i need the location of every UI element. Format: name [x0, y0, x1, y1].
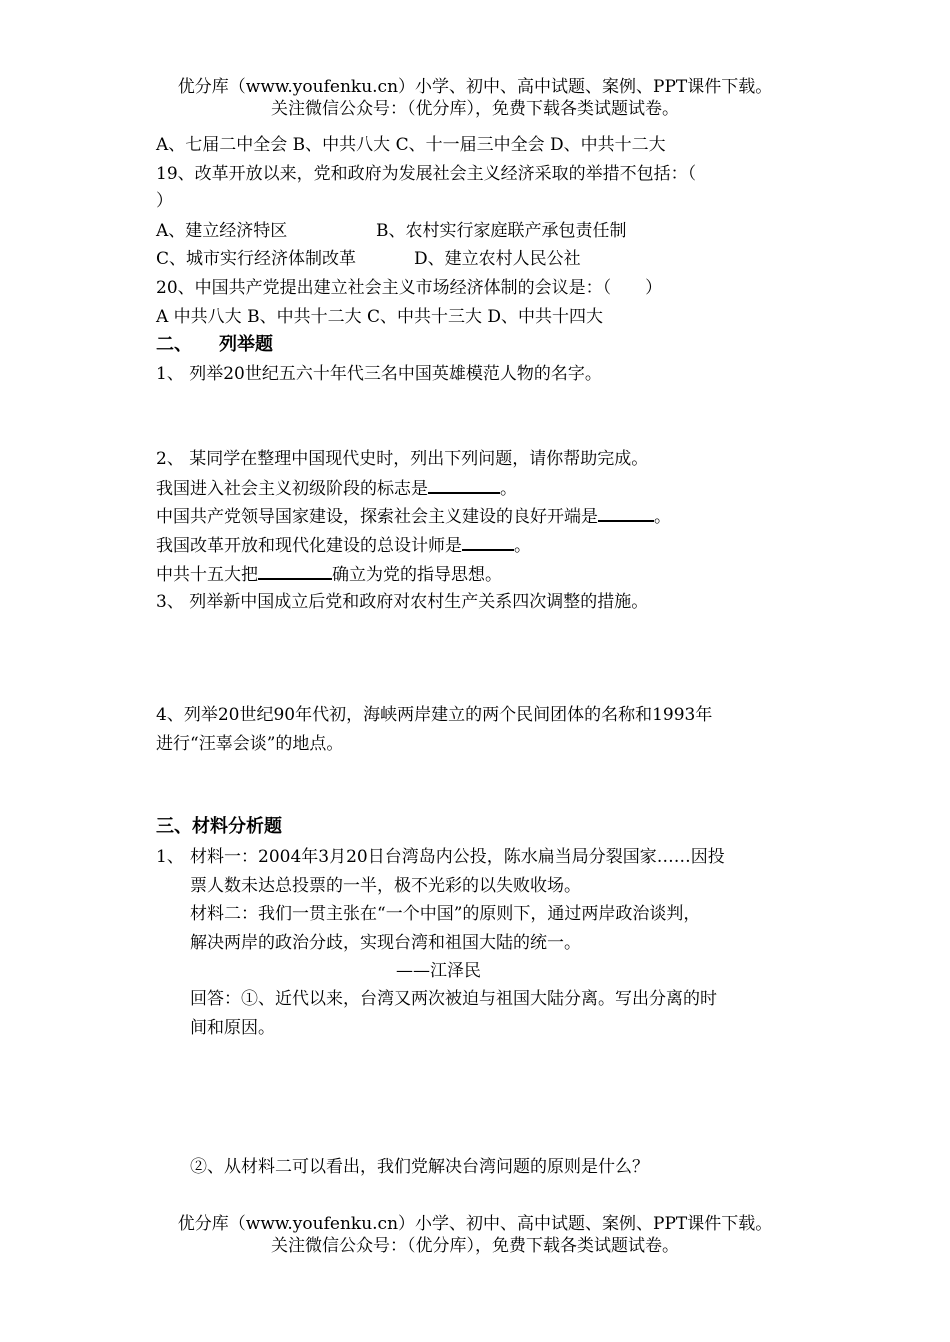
answer-blank[interactable]	[462, 533, 514, 551]
answer-1-line-1: 回答：①、近代以来，台湾又两次被迫与祖国大陆分离。写出分离的时	[190, 989, 717, 1009]
s2-q2-a-end: 。	[500, 479, 517, 499]
s3-q1-number: 1、	[156, 847, 184, 867]
footer-line-2: 关注微信公众号：（优分库），免费下载各类试题试卷。	[271, 1236, 679, 1256]
s2-q2-d-end: 确立为党的指导思想。	[332, 565, 502, 585]
section-3-title: 三、材料分析题	[156, 816, 282, 837]
s2-q2-item-c	[156, 533, 531, 558]
s2-q2-c-text: 我国改革开放和现代化建设的总设计师是	[156, 536, 462, 556]
s2-q2-b-end: 。	[654, 507, 671, 527]
header-line-2: 关注微信公众号：（优分库），免费下载各类试题试卷。	[271, 99, 679, 119]
s2-q1: 1、 列举20世纪五六十年代三名中国英雄模范人物的名字。	[156, 364, 602, 384]
answer-1-line-2: 间和原因。	[190, 1018, 275, 1038]
s2-q2-a-text: 我国进入社会主义初级阶段的标志是	[156, 479, 428, 499]
material-1-line-2: 票人数未达总投票的一半，极不光彩的以失败收场。	[190, 876, 581, 896]
section-2-title: 二、 列举题	[156, 334, 273, 355]
q19-option-c: C、城市实行经济体制改革	[156, 249, 357, 269]
s2-q2-b-text: 中国共产党领导国家建设，探索社会主义建设的良好开端是	[156, 507, 598, 527]
material-2-line-2: 解决两岸的政治分歧，实现台湾和祖国大陆的统一。	[190, 933, 581, 953]
footer-line-1: 优分库（www.youfenku.cn）小学、初中、高中试题、案例、PPT课件下载。	[177, 1214, 773, 1234]
material-2-source: ——江泽民	[396, 961, 481, 981]
q19-stem-end: ）	[156, 191, 173, 211]
s2-q2-item-d	[156, 562, 502, 587]
q20-stem: 20、中国共产党提出建立社会主义市场经济体制的会议是：（ ）	[156, 278, 663, 298]
q19-option-b: B、农村实行家庭联产承包责任制	[376, 221, 627, 241]
s2-q4-line-1: 4、列举20世纪90年代初，海峡两岸建立的两个民间团体的名称和1993年	[156, 705, 713, 725]
answer-blank[interactable]	[258, 562, 332, 580]
s2-q2-c-end: 。	[514, 536, 531, 556]
material-2-line-1: 材料二：我们一贯主张在“一个中国”的原则下，通过两岸政治谈判，	[190, 904, 701, 924]
header-line-1: 优分库（www.youfenku.cn）小学、初中、高中试题、案例、PPT课件下载。	[177, 77, 773, 97]
q19-stem: 19、改革开放以来，党和政府为发展社会主义经济采取的举措不包括：（	[156, 164, 697, 184]
s2-q3: 3、 列举新中国成立后党和政府对农村生产关系四次调整的措施。	[156, 592, 649, 612]
q19-option-d: D、建立农村人民公社	[414, 249, 581, 269]
s2-q2-item-b	[156, 504, 671, 529]
q18-options: A、七届二中全会 B、中共八大 C、十一届三中全会 D、中共十二大	[156, 135, 666, 155]
q20-options: A 中共八大 B、中共十二大 C、中共十三大 D、中共十四大	[156, 307, 604, 327]
s2-q2-intro: 2、 某同学在整理中国现代史时，列出下列问题，请你帮助完成。	[156, 449, 649, 469]
s2-q2-item-a	[156, 476, 517, 501]
s2-q4-line-2: 进行“汪辜会谈”的地点。	[156, 734, 344, 754]
answer-2: ②、从材料二可以看出，我们党解决台湾问题的原则是什么？	[190, 1157, 649, 1177]
q19-option-a: A、建立经济特区	[156, 221, 288, 241]
answer-blank[interactable]	[598, 504, 654, 522]
material-1-line-1: 材料一：2004年3月20日台湾岛内公投，陈水扁当局分裂国家……因投	[190, 847, 725, 867]
answer-blank[interactable]	[428, 476, 500, 494]
s2-q2-d-text: 中共十五大把	[156, 565, 258, 585]
